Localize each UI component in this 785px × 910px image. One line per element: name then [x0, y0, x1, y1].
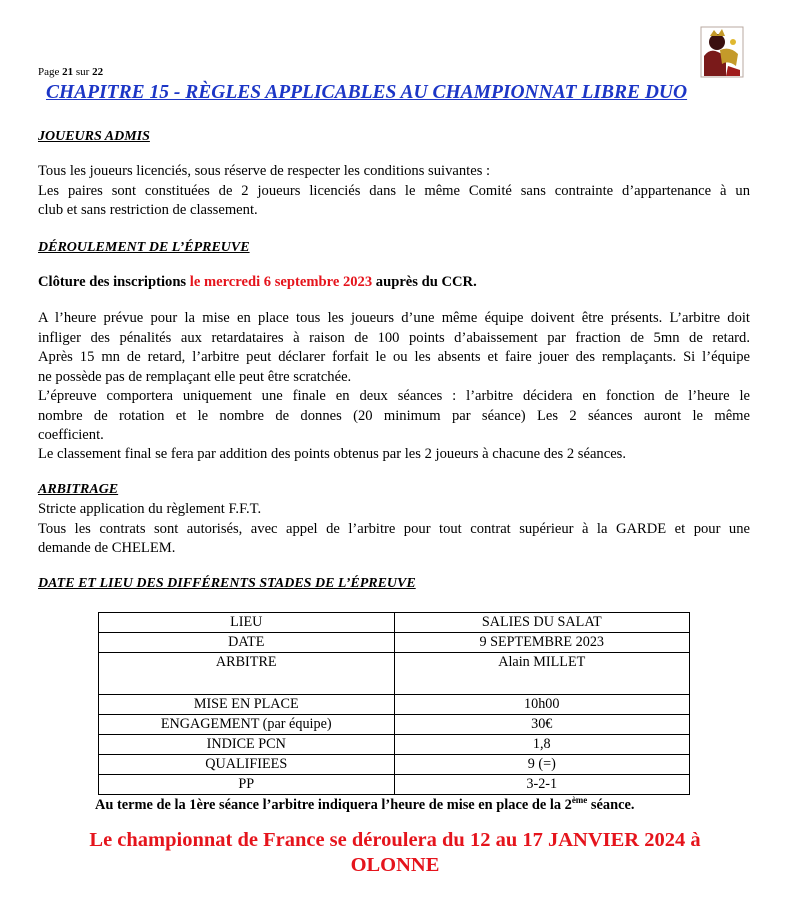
event-details-table: [98, 612, 690, 795]
cloture-date: le mercredi 6 septembre 2023: [189, 274, 373, 290]
deroulement-paragraph-2: L’épreuve comportera uniquement une finale en deux séances : l’arbitre décidera en fonction de l’heure le nombre de rotation et le nombre de donnes (20 minimum par séance) Les 2 séances auront le même coefficient.: [38, 388, 750, 443]
page-total: 22: [92, 66, 104, 78]
joueurs-line1: Tous les joueurs licenciés, sous réserve de respecter les conditions suivantes :: [38, 163, 491, 179]
chapter-title: CHAPITRE 15 - RÈGLES APPLICABLES AU CHAMPIONNAT LIBRE DUO: [46, 82, 688, 103]
table-row: INDICE PCN 1,8: [99, 735, 690, 755]
final-line1: Le championnat de France se déroulera du 12 au 17 JANVIER 2024 à: [89, 829, 701, 851]
table-note: Au terme de la 1ère séance l’arbitre indiquera l’heure de mise en place de la 2ème séance.: [95, 795, 635, 813]
section-heading-deroulement: DÉROULEMENT DE L’ÉPREUVE: [38, 240, 250, 255]
table-row: MISE EN PLACE 10h00: [99, 695, 690, 715]
tarot-card-king-icon: [700, 26, 744, 78]
arbitrage-text: Stricte application du règlement F.F.T. Tous les contrats sont autorisés, avec appel de l’arbitre pour tout contrat supérieur à la GARDE et pour une demande de CHELEM.: [38, 501, 750, 556]
page-number: Page 21 sur 22: [38, 66, 104, 78]
deroulement-paragraph-1: A l’heure prévue pour la mise en place tous les joueurs d’une même équipe doivent être présents. L’arbitre doit infliger des pénalités aux retardataires à raison de 100 points d’abaissement par fraction de 5mn de retard. Après 15 mn de retard, l’arbitre peut déclarer forfait le ou les absents et faire jouer des remplaçants. Si l’équipe ne possède pas de remplaçant elle peut être scratchée.: [38, 310, 750, 385]
final-announcement: [60, 828, 730, 878]
joueurs-text: [38, 162, 750, 221]
table-row: LIEU SALIES DU SALAT: [99, 613, 690, 633]
table-row: QUALIFIEES 9 (=): [99, 755, 690, 775]
table-row: DATE 9 SEPTEMBRE 2023: [99, 633, 690, 653]
table-row: ENGAGEMENT (par équipe) 30€: [99, 715, 690, 735]
page-current: 21: [62, 66, 74, 78]
cloture-line: Clôture des inscriptions le mercredi 6 septembre 2023 auprès du CCR.: [38, 274, 477, 290]
joueurs-line2a: Les paires sont constituées de 2 joueurs licenciés dans le même Comité sans contrainte d’appartenance à un: [38, 182, 750, 199]
section-heading-dates: DATE ET LIEU DES DIFFÉRENTS STADES DE L’ÉPREUVE: [38, 576, 416, 591]
section-heading-joueurs: JOUEURS ADMIS: [38, 129, 150, 144]
table-row: PP 3-2-1: [99, 775, 690, 795]
section-heading-arbitrage: ARBITRAGE: [38, 482, 119, 497]
joueurs-line2b: club et sans restriction de classement.: [38, 202, 258, 218]
final-line2: OLONNE: [350, 854, 440, 876]
table-row: ARBITRE Alain MILLET: [99, 653, 690, 695]
deroulement-paragraph-3: Le classement final se fera par addition des points obtenus par les 2 joueurs à chacune des 2 séances.: [38, 446, 627, 462]
